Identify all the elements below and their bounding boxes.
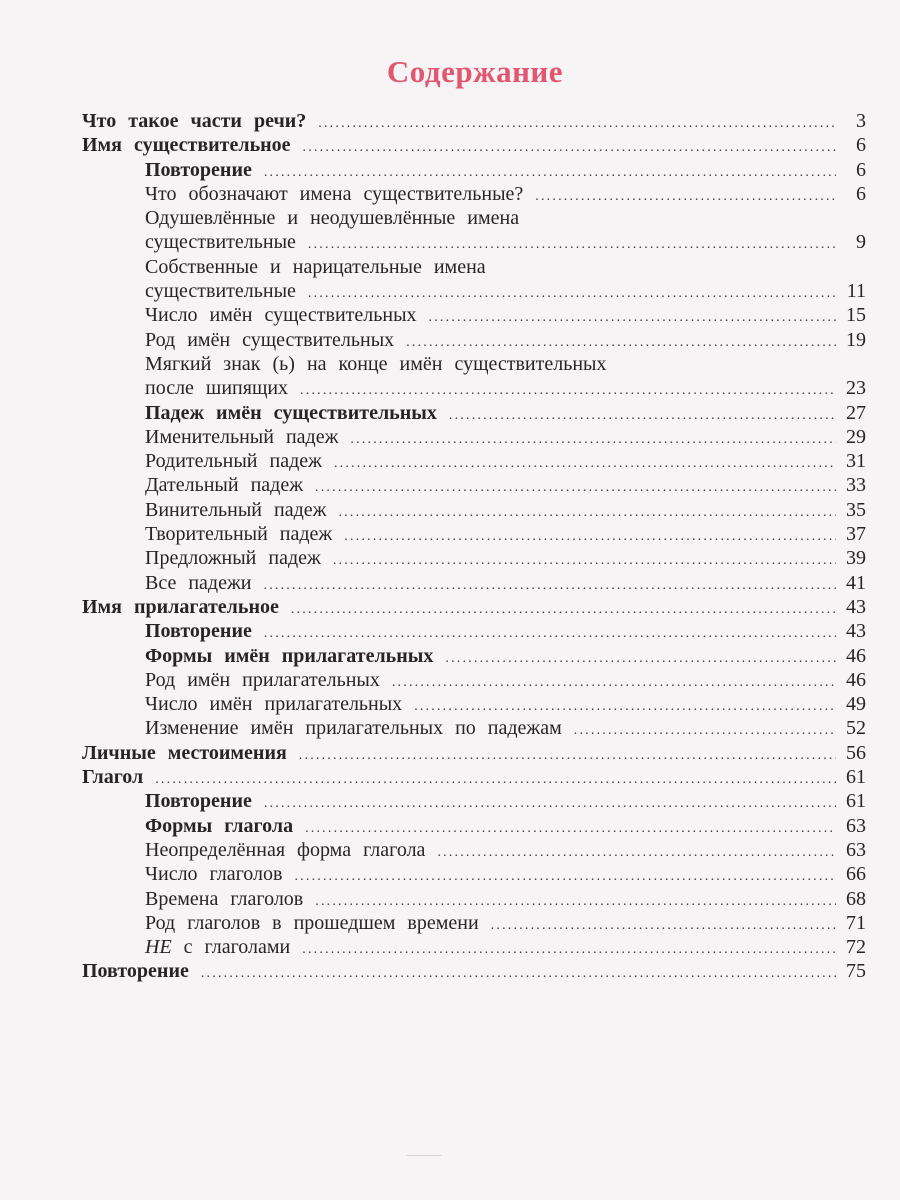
toc-entry-title: Число имён прилагательных: [145, 693, 403, 716]
toc-entry[interactable]: [82, 668, 866, 692]
leader-dots: [344, 525, 836, 549]
toc-page-number: 63: [846, 814, 866, 837]
toc-entry[interactable]: [82, 814, 866, 838]
toc-entry-title: Повторение: [82, 960, 189, 983]
toc-entry[interactable]: [82, 522, 866, 546]
toc-page-number: 52: [846, 717, 866, 740]
toc-page-number: 68: [846, 887, 866, 910]
toc-page-number: 75: [846, 960, 866, 983]
toc-entry-title: Творительный падеж: [145, 523, 333, 546]
leader-dots: [334, 452, 836, 476]
toc-entry-title: Мягкий знак (ь) на конце имён существительных: [145, 352, 607, 375]
toc-page-number: 43: [846, 620, 866, 643]
leader-dots: [392, 671, 836, 695]
table-of-contents: [82, 109, 866, 984]
toc-entry[interactable]: [82, 911, 866, 935]
toc-page-number: 29: [846, 425, 866, 448]
toc-page-number: 9: [856, 231, 866, 254]
toc-entry[interactable]: [82, 765, 866, 789]
toc-entry[interactable]: [82, 473, 866, 497]
leader-dots: [491, 914, 836, 938]
toc-entry[interactable]: [82, 182, 866, 206]
footer-divider: [406, 1155, 442, 1156]
toc-page-number: 61: [846, 790, 866, 813]
toc-entry-title: Родительный падеж: [145, 450, 322, 473]
toc-entry-title: Падеж имён существительных: [145, 401, 437, 424]
toc-entry-title: Род глаголов в прошедшем времени: [145, 911, 479, 934]
toc-entry-title: Все падежи: [145, 571, 252, 594]
toc-entry-title: Неопределённая форма глагола: [145, 838, 426, 861]
leader-dots: [437, 841, 836, 865]
toc-entry-title: Одушевлённые и неодушевлённые имена: [145, 207, 520, 230]
toc-entry[interactable]: [82, 303, 866, 327]
toc-entry-title: Изменение имён прилагательных по падежам: [145, 717, 562, 740]
toc-entry-title: Число имён существительных: [145, 304, 417, 327]
toc-entry-title: с глаголами: [183, 936, 291, 959]
toc-page-number: 6: [856, 134, 866, 157]
toc-entry[interactable]: [82, 595, 866, 619]
toc-entry[interactable]: [82, 498, 866, 522]
leader-dots: [264, 574, 837, 598]
toc-entry[interactable]: [82, 328, 866, 352]
toc-entry[interactable]: [82, 789, 866, 813]
toc-page-number: 3: [856, 110, 866, 132]
toc-page-number: 43: [846, 595, 866, 618]
toc-entry[interactable]: [82, 425, 866, 449]
toc-entry-first-line: [82, 255, 866, 279]
toc-entry[interactable]: [82, 935, 866, 959]
toc-entry[interactable]: [82, 716, 866, 740]
toc-entry-title: Именительный падеж: [145, 425, 339, 448]
toc-entry[interactable]: [82, 401, 866, 425]
toc-entry-first-line: [82, 352, 866, 376]
toc-page-number: 63: [846, 838, 866, 861]
leader-dots: [299, 744, 836, 768]
leader-dots: [302, 938, 836, 962]
leader-dots: [291, 598, 836, 622]
toc-entry-italic-prefix: НЕ: [145, 936, 172, 959]
toc-entry[interactable]: [82, 741, 866, 765]
toc-entry-title: Повторение: [145, 158, 252, 181]
toc-entry-title: после шипящих: [145, 377, 289, 400]
toc-entry-title: Род имён существительных: [145, 328, 395, 351]
toc-page-number: 6: [856, 182, 866, 205]
leader-dots: [535, 185, 836, 209]
toc-page-number: 11: [846, 280, 866, 303]
toc-entry[interactable]: [82, 571, 866, 595]
toc-entry-title: Собственные и нарицательные имена: [145, 255, 486, 278]
toc-page-number: 35: [846, 498, 866, 521]
toc-page-number: 27: [846, 401, 866, 424]
toc-page-number: 31: [846, 450, 866, 473]
toc-entry-title: Повторение: [145, 790, 252, 813]
toc-entry[interactable]: [82, 887, 866, 911]
toc-entry[interactable]: [82, 230, 866, 254]
toc-entry-title: Повторение: [145, 620, 252, 643]
toc-entry-title: Винительный падеж: [145, 498, 327, 521]
toc-page-number: 15: [846, 304, 866, 327]
toc-page-number: 66: [846, 863, 866, 886]
leader-dots: [303, 136, 836, 160]
toc-entry-title: существительные: [145, 231, 296, 254]
toc-entry[interactable]: [82, 619, 866, 643]
toc-entry[interactable]: [82, 133, 866, 157]
toc-entry-title: Что обозначают имена существительные?: [145, 182, 524, 205]
toc-entry[interactable]: [82, 862, 866, 886]
toc-page-number: 61: [846, 766, 866, 789]
toc-entry-title: Формы глагола: [145, 814, 294, 837]
toc-entry[interactable]: [82, 959, 866, 983]
toc-entry-title: Что такое части речи?: [82, 110, 307, 132]
toc-page-number: 72: [846, 936, 866, 959]
toc-page-number: 46: [846, 644, 866, 667]
leader-dots: [574, 719, 836, 743]
leader-dots: [338, 501, 836, 525]
toc-entry-title: Времена глаголов: [145, 887, 304, 910]
toc-entry-title: Имя прилагательное: [82, 595, 279, 618]
toc-page-number: 71: [846, 911, 866, 934]
toc-page-number: 56: [846, 741, 866, 764]
leader-dots: [445, 647, 836, 671]
toc-entry[interactable]: [82, 546, 866, 570]
toc-entry[interactable]: [82, 449, 866, 473]
page-title: Содержание: [386, 54, 564, 89]
toc-page-number: 41: [846, 571, 866, 594]
leader-dots: [318, 112, 836, 136]
leader-dots: [333, 549, 836, 573]
toc-entry-title: Глагол: [82, 766, 144, 789]
toc-page-number: 6: [856, 158, 866, 181]
toc-page-number: 19: [846, 328, 866, 351]
toc-entry[interactable]: [82, 109, 866, 133]
toc-entry-title: Имя существительное: [82, 134, 291, 157]
toc-page-number: 39: [846, 547, 866, 570]
toc-entry-first-line: [82, 206, 866, 230]
toc-entry-title: Формы имён прилагательных: [145, 644, 434, 667]
leader-dots: [294, 865, 836, 889]
toc-page-number: 23: [846, 377, 866, 400]
toc-page-number: 49: [846, 693, 866, 716]
toc-page-number: 46: [846, 668, 866, 691]
toc-entry[interactable]: [82, 158, 866, 182]
leader-dots: [315, 476, 836, 500]
leader-dots: [449, 404, 836, 428]
leader-dots: [350, 428, 836, 452]
toc-page-number: 37: [846, 523, 866, 546]
toc-entry[interactable]: [82, 838, 866, 862]
toc-entry-title: Род имён прилагательных: [145, 668, 380, 691]
toc-entry[interactable]: [82, 376, 866, 400]
toc-entry-title: Дательный падеж: [145, 474, 304, 497]
leader-dots: [429, 306, 836, 330]
toc-entry[interactable]: [82, 644, 866, 668]
toc-page-number: 33: [846, 474, 866, 497]
leader-dots: [201, 962, 836, 986]
toc-entry[interactable]: [82, 692, 866, 716]
toc-entry-title: Личные местоимения: [82, 741, 287, 764]
leader-dots: [155, 768, 836, 792]
toc-entry-title: Предложный падеж: [145, 547, 321, 570]
toc-entry-title: существительные: [145, 280, 296, 303]
leader-dots: [264, 792, 836, 816]
toc-entry[interactable]: [82, 279, 866, 303]
toc-entry-title: Число глаголов: [145, 863, 283, 886]
